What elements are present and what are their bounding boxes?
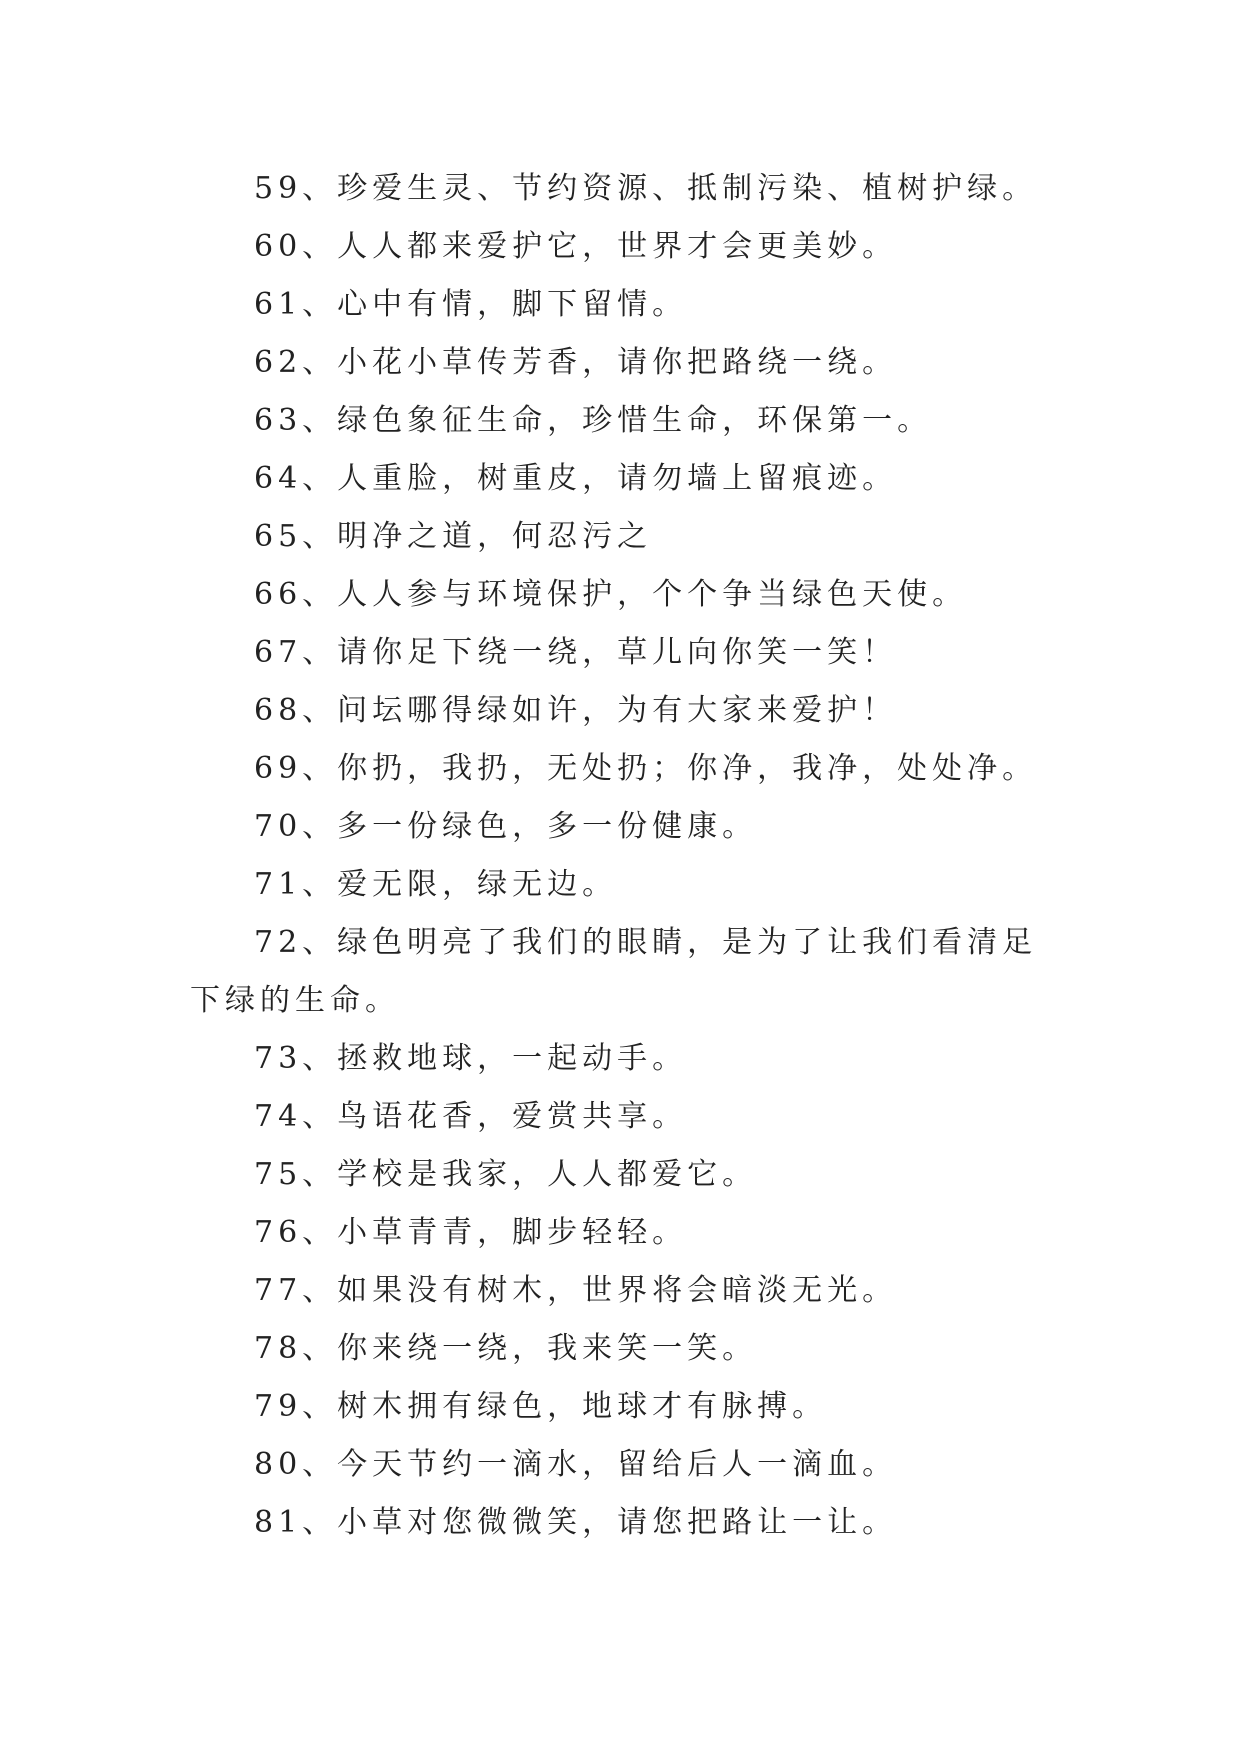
slogan-line: 63、绿色象征生命，珍惜生命，环保第一。 xyxy=(254,403,933,438)
slogan-line: 80、今天节约一滴水，留给后人一滴血。 xyxy=(254,1447,898,1482)
slogan-line: 66、人人参与环境保护，个个争当绿色天使。 xyxy=(254,577,968,612)
slogan-line: 59、珍爱生灵、节约资源、抵制污染、植树护绿。 xyxy=(254,171,1038,206)
slogan-list xyxy=(190,160,1060,1552)
slogan-line: 69、你扔，我扔，无处扔；你净，我净，处处净。 xyxy=(254,751,1038,786)
slogan-line: 73、拯救地球，一起动手。 xyxy=(254,1041,688,1076)
slogan-line: 78、你来绕一绕，我来笑一笑。 xyxy=(254,1331,758,1366)
slogan-line: 74、鸟语花香，爱赏共享。 xyxy=(254,1099,688,1134)
slogan-line: 62、小花小草传芳香，请你把路绕一绕。 xyxy=(254,345,898,380)
slogan-line: 76、小草青青，脚步轻轻。 xyxy=(254,1215,688,1250)
slogan-line: 81、小草对您微微笑，请您把路让一让。 xyxy=(254,1505,898,1540)
slogan-line: 67、请你足下绕一绕，草儿向你笑一笑！ xyxy=(254,635,898,670)
slogan-line: 72、绿色明亮了我们的眼睛，是为了让我们看清足下绿的生命。 xyxy=(190,925,1038,1018)
slogan-line: 70、多一份绿色，多一份健康。 xyxy=(254,809,758,844)
slogan-line: 71、爱无限，绿无边。 xyxy=(254,867,618,902)
slogan-line: 60、人人都来爱护它，世界才会更美妙。 xyxy=(254,229,898,264)
slogan-line: 61、心中有情，脚下留情。 xyxy=(254,287,688,322)
slogan-line: 77、如果没有树木，世界将会暗淡无光。 xyxy=(254,1273,898,1308)
slogan-line: 79、树木拥有绿色，地球才有脉搏。 xyxy=(254,1389,828,1424)
slogan-line: 68、问坛哪得绿如许，为有大家来爱护！ xyxy=(254,693,898,728)
slogan-line: 65、明净之道，何忍污之 xyxy=(254,519,653,554)
slogan-line: 75、学校是我家，人人都爱它。 xyxy=(254,1157,758,1192)
slogan-line: 64、人重脸，树重皮，请勿墙上留痕迹。 xyxy=(254,461,898,496)
